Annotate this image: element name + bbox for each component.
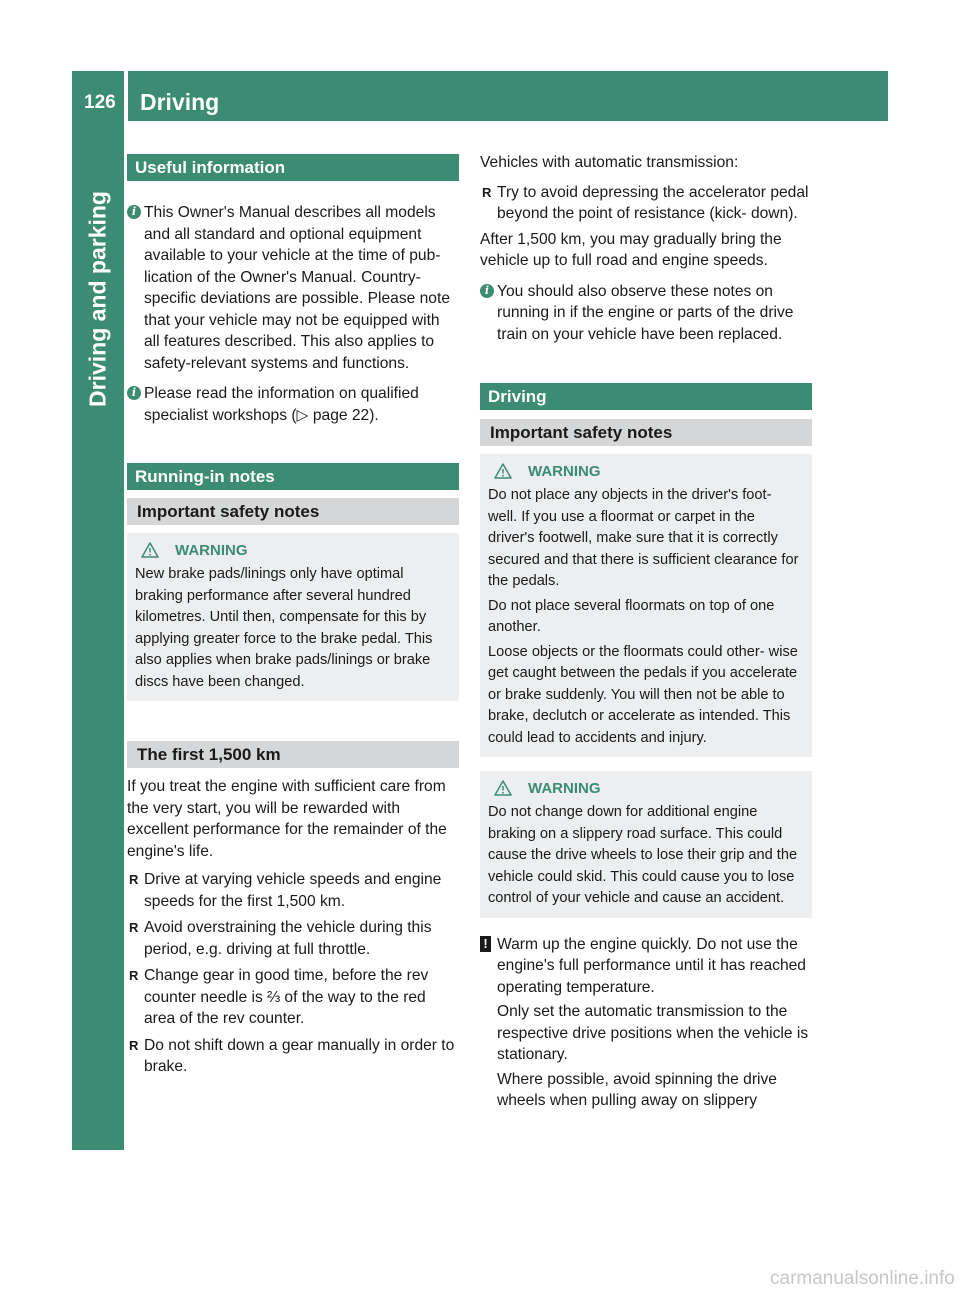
warning-text: Do not place several floormats on top of one another. [488,597,775,635]
subheading-safety-notes: Important safety notes [480,419,812,446]
list-item: R Drive at varying vehicle speeds and engine speeds for the first 1,500 km. [127,869,459,912]
warning-text: Loose objects or the floormats could other- wise get caught between the pedals if you accelerate or brake suddenly. You will then not be able to brake, declutch or accelerate as intended. This could lead to accidents and injury. [488,643,798,746]
info-note [480,281,812,346]
warning-triangle-icon [141,542,159,558]
section-heading-useful-information: Useful information [127,154,459,181]
paragraph: After 1,500 km, you may gradually bring the vehicle up to full road and engine speeds. [480,230,782,269]
right-column [480,152,812,1112]
section-heading-driving: Driving [480,383,812,410]
notice-text: Warm up the engine quickly. Do not use the engine's full performance until it has reached operating temperature. [497,935,806,996]
paragraph: Vehicles with automatic transmission: [480,154,739,171]
notice-text: Where possible, avoid spinning the drive wheels when pulling away on slippery [497,1070,777,1109]
info-icon: i [127,386,141,400]
exclamation-icon: ! [480,936,491,952]
page-title: Driving [140,89,220,115]
warning-header [488,777,804,799]
list-item: R Change gear in good time, before the rev counter needle is ⅔ of the way to the red area of the rev counter. [127,965,459,1030]
side-tab-label-box [72,121,124,477]
warning-text: Do not change down for additional engine braking on a slippery road surface. This could cause the drive wheels to lose their grip and the vehicle could skid. This could cause you to lose control of your vehicle and cause an accident. [488,804,798,906]
page-number: 126 [84,92,116,113]
warning-header [488,460,804,482]
paragraph: If you treat the engine with sufficient care from the very start, you will be rewarded with excellent performance for the remainder of the engine's life. [127,778,447,860]
warning-box [480,771,812,918]
warning-text: Do not place any objects in the driver's foot- well. If you use a floormat or carpet in the driver's footwell, make sure that it is correctly secured and that there is sufficient clearance for the pedals. [488,487,799,589]
side-tab-label: Driving and parking [84,191,111,407]
warning-triangle-icon [494,780,512,796]
info-note-text: Please read the information on qualified specialist workshops (▷ page 22). [144,385,419,424]
warning-text: New brake pads/linings only have optimal braking performance after several hundred kilometres. Until then, compensate for this by applying greater force to the brake pedal. This also applies when brake pads/linings or brake discs have been changed. [135,566,433,690]
info-icon: i [127,205,141,219]
warning-title: WARNING [528,779,601,797]
subheading-first-1500km: The first 1,500 km [127,741,459,768]
warning-title: WARNING [528,462,601,480]
list-item: R Avoid overstraining the vehicle during this period, e.g. driving at full throttle. [127,917,459,960]
info-note [127,202,459,374]
info-icon: i [480,284,494,298]
warning-title: WARNING [175,541,248,559]
notice-note [480,934,812,1112]
info-note-text: This Owner's Manual describes all models and all standard and optional equipment available to your vehicle at the time of pub- lication of the Owner's Manual. Country- specific deviations are possible. Please note that your vehicle may not be equipped with all features described. This also applies to safety-relevant systems and functions. [144,204,450,372]
info-note [127,383,459,426]
warning-header [135,539,451,561]
list-item: R Try to avoid depressing the accelerator pedal beyond the point of resistance (kick- down). [480,182,812,225]
warning-box [480,454,812,757]
subheading-safety-notes: Important safety notes [127,498,459,525]
section-heading-running-in: Running-in notes [127,463,459,490]
warning-triangle-icon [494,463,512,479]
info-note-text: You should also observe these notes on running in if the engine or parts of the drive train on your vehicle have been replaced. [497,282,794,343]
warning-box [127,533,459,701]
list-item: R Do not shift down a gear manually in order to brake. [127,1035,459,1078]
notice-text: Only set the automatic transmission to the respective drive positions when the vehicle is stationary. [497,1003,809,1063]
footer-watermark: carmanualsonline.info [770,1268,955,1289]
left-column [127,154,459,1078]
header-divider [124,71,128,121]
